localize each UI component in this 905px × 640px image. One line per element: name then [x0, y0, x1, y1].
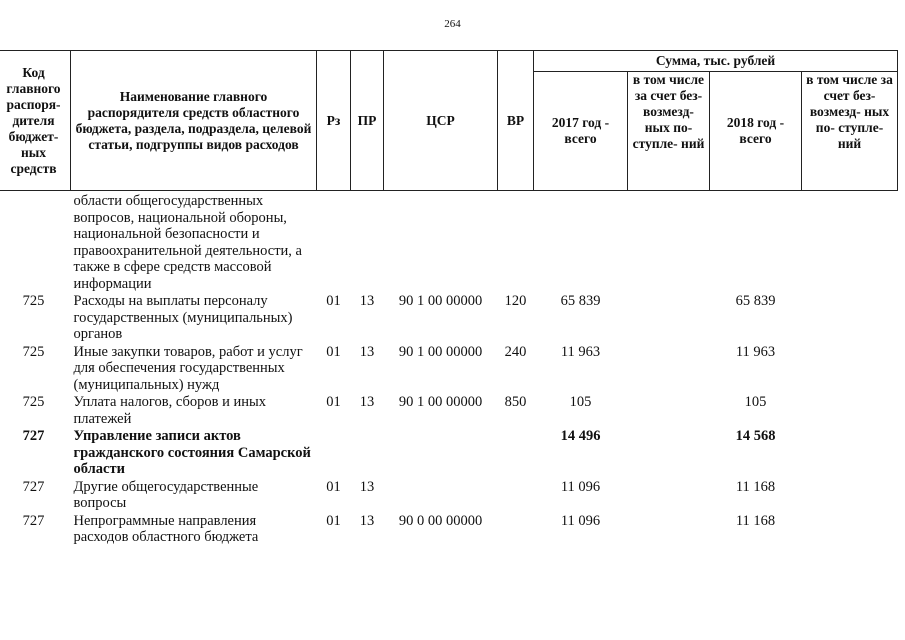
cell-free-2017 [628, 193, 710, 292]
cell-code: 725 [22, 394, 45, 410]
cell-name: Иные закупки товаров, работ и услуг для обеспечения государственных (муниципальных) нужд [73, 343, 303, 393]
cell-vr: 850 [504, 394, 527, 410]
table-row [0, 393, 898, 427]
cell-total-2017: 11 096 [560, 512, 601, 529]
cell-code [0, 193, 71, 292]
table-row [0, 343, 898, 394]
cell-pr: 13 [359, 394, 375, 410]
cell-csr [384, 427, 498, 478]
cell-free-2017 [628, 292, 710, 343]
cell-rz [317, 193, 351, 292]
cell-pr: 13 [359, 512, 375, 529]
cell-vr: 240 [504, 343, 527, 360]
cell-free-2017 [628, 393, 710, 427]
cell-total-2018: 65 839 [735, 293, 776, 309]
cell-pr [351, 427, 384, 478]
cell-vr [498, 193, 534, 292]
cell-name: Другие общегосударственные вопросы [73, 478, 259, 511]
table-row [0, 427, 898, 478]
cell-rz: 01 [326, 343, 341, 360]
cell-total-2018: 11 963 [735, 343, 776, 360]
cell-free-2018 [802, 193, 898, 292]
cell-rz: 01 [326, 394, 341, 410]
cell-rz [317, 427, 351, 478]
cell-code: 727 [22, 512, 45, 529]
cell-name: области общегосударственных вопросов, национальной обороны, национальной безопасности и правоохранительной деятельности, а также в сфере средств массовой информации [73, 193, 302, 292]
cell-rz: 01 [326, 478, 341, 495]
cell-free-2017 [628, 512, 710, 546]
cell-pr: 13 [359, 343, 375, 360]
header-free-2018: в том числе за счет без- возмезд- ных по- ступле- ний [802, 72, 898, 191]
cell-free-2018 [802, 512, 898, 546]
cell-total-2017: 11 963 [560, 343, 601, 360]
cell-csr: 90 1 00 00000 [398, 343, 483, 360]
cell-free-2017 [628, 478, 710, 512]
cell-vr [498, 427, 534, 478]
cell-total-2017: 14 496 [560, 428, 601, 444]
cell-code: 725 [22, 293, 45, 309]
cell-free-2018 [802, 343, 898, 394]
budget-table [0, 50, 898, 546]
header-pr: ПР [351, 51, 384, 191]
cell-code: 725 [22, 343, 45, 360]
cell-name: Уплата налогов, сборов и иных платежей [73, 394, 266, 427]
cell-free-2017 [628, 427, 710, 478]
cell-total-2018: 11 168 [735, 478, 776, 495]
cell-total-2018: 14 568 [735, 428, 776, 444]
cell-code: 727 [22, 478, 45, 495]
cell-vr: 120 [504, 293, 527, 309]
cell-vr [498, 478, 534, 512]
cell-total-2017 [534, 193, 628, 292]
cell-free-2018 [802, 478, 898, 512]
cell-total-2017: 11 096 [560, 478, 601, 495]
header-code: Код главного распоря- дителя бюджет- ных средств [0, 51, 71, 191]
table-header [0, 51, 898, 191]
header-free-2017: в том числе за счет без- возмезд- ных по- ступле- ний [628, 72, 710, 191]
cell-pr: 13 [359, 293, 375, 309]
table-row [0, 292, 898, 343]
cell-pr: 13 [359, 478, 375, 495]
cell-rz: 01 [326, 512, 341, 529]
header-sum-group: Сумма, тыс. рублей [534, 51, 898, 72]
cell-total-2018: 11 168 [735, 512, 776, 529]
table-row [0, 193, 898, 292]
cell-csr [384, 193, 498, 292]
header-total-2018: 2018 год - всего [710, 72, 802, 191]
cell-total-2017: 105 [569, 394, 592, 410]
page-number: 264 [444, 18, 461, 30]
header-vr: ВР [498, 51, 534, 191]
cell-total-2018: 105 [744, 394, 767, 410]
cell-csr: 90 1 00 00000 [398, 293, 483, 309]
cell-pr [351, 193, 384, 292]
cell-name: Непрограммные направления расходов областного бюджета [73, 512, 259, 545]
cell-total-2017: 65 839 [560, 293, 601, 309]
header-name: Наименование главного распорядителя средств областного бюджета, раздела, подраздела, целевой статьи, подгруппы видов расходов [71, 51, 317, 191]
cell-free-2018 [802, 427, 898, 478]
cell-csr: 90 1 00 00000 [398, 394, 483, 410]
cell-total-2018 [710, 193, 802, 292]
cell-free-2017 [628, 343, 710, 394]
header-rz: Рз [317, 51, 351, 191]
cell-rz: 01 [326, 293, 341, 309]
cell-csr [384, 478, 498, 512]
cell-free-2018 [802, 393, 898, 427]
cell-name: Расходы на выплаты персоналу государственных (муниципальных) органов [73, 293, 293, 342]
cell-free-2018 [802, 292, 898, 343]
cell-name: Управление записи актов гражданского состояния Самарской области [73, 428, 311, 477]
table-row [0, 512, 898, 546]
cell-vr [498, 512, 534, 546]
header-csr: ЦСР [384, 51, 498, 191]
table-body [0, 191, 898, 546]
header-total-2017: 2017 год - всего [534, 72, 628, 191]
table-row [0, 478, 898, 512]
cell-csr: 90 0 00 00000 [398, 512, 483, 529]
cell-code: 727 [22, 428, 45, 444]
